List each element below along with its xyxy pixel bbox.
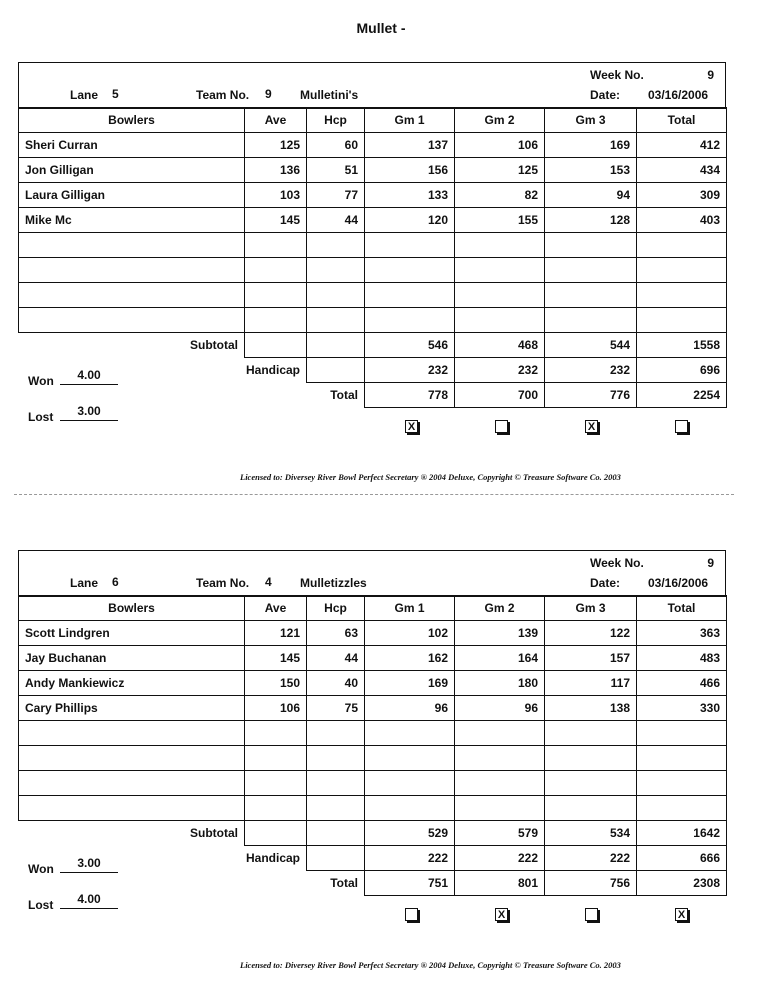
score-cell: 330: [637, 696, 727, 721]
bowler-name: Andy Mankiewicz: [19, 671, 245, 696]
table-header-row: [19, 108, 727, 133]
column-header: Total: [637, 596, 727, 621]
empty-cell: [545, 796, 637, 821]
empty-cell: [365, 796, 455, 821]
subtotal-value: 534: [545, 821, 637, 846]
empty-cell: [245, 821, 307, 846]
empty-cell: [307, 358, 365, 383]
handicap-value: 696: [637, 358, 727, 383]
handicap-value: 232: [455, 358, 545, 383]
empty-cell: [307, 746, 365, 771]
table-row: [19, 621, 727, 646]
column-header: Bowlers: [19, 596, 245, 621]
column-header: Gm 3: [545, 108, 637, 133]
empty-cell: [455, 283, 545, 308]
score-cell: 120: [365, 208, 455, 233]
score-cell: 164: [455, 646, 545, 671]
empty-cell: [19, 233, 245, 258]
score-cell: 136: [245, 158, 307, 183]
score-cell: 309: [637, 183, 727, 208]
score-cell: 94: [545, 183, 637, 208]
handicap-value: 232: [365, 358, 455, 383]
table-row: [19, 258, 727, 283]
empty-cell: [19, 746, 245, 771]
column-header: Bowlers: [19, 108, 245, 133]
subtotal-row: [19, 333, 727, 358]
score-cell: 162: [365, 646, 455, 671]
column-header: Gm 2: [455, 596, 545, 621]
empty-cell: [455, 233, 545, 258]
score-cell: 51: [307, 158, 365, 183]
score-cell: 145: [245, 208, 307, 233]
team-no-label: Team No.: [196, 576, 250, 590]
page-title: Mullet -: [356, 20, 406, 36]
table-row: [19, 308, 727, 333]
license-footer: Licensed to: Diversey River Bowl Perfect Secretary ® 2004 Deluxe, Copyright © Treasure Software Co. 2003: [240, 472, 621, 482]
column-header: Ave: [245, 596, 307, 621]
subtotal-value: 579: [455, 821, 545, 846]
empty-cell: [245, 258, 307, 283]
total-label: Total: [330, 876, 358, 891]
handicap-label: Handicap: [245, 851, 300, 866]
empty-cell: [455, 308, 545, 333]
team-no-value: 4: [265, 575, 272, 589]
score-cell: 103: [245, 183, 307, 208]
total-value: 751: [365, 871, 455, 896]
bowler-name: Cary Phillips: [19, 696, 245, 721]
column-header: Hcp: [307, 596, 365, 621]
score-cell: 77: [307, 183, 365, 208]
lost-field: [28, 404, 128, 428]
subtotal-value: 1642: [637, 821, 727, 846]
empty-cell: [19, 796, 245, 821]
won-field: [28, 368, 128, 392]
team-no-value: 9: [265, 87, 272, 101]
score-sheet: [0, 62, 762, 502]
table-row: [19, 183, 727, 208]
license-footer: Licensed to: Diversey River Bowl Perfect Secretary ® 2004 Deluxe, Copyright © Treasure Software Co. 2003: [240, 960, 621, 970]
empty-cell: [307, 771, 365, 796]
date-label: Date:: [590, 88, 621, 102]
empty-cell: [307, 721, 365, 746]
table-row: [19, 133, 727, 158]
total-value: 756: [545, 871, 637, 896]
empty-cell: [307, 258, 365, 283]
empty-cell: [365, 233, 455, 258]
empty-cell: [307, 821, 365, 846]
empty-cell: [455, 796, 545, 821]
empty-cell: [245, 233, 307, 258]
score-cell: 133: [365, 183, 455, 208]
column-header: Hcp: [307, 108, 365, 133]
bowler-name: Scott Lindgren: [19, 621, 245, 646]
empty-cell: [19, 771, 245, 796]
total-label: Total: [330, 388, 358, 403]
lane-label: Lane: [70, 88, 99, 102]
empty-cell: [637, 796, 727, 821]
score-cell: 96: [455, 696, 545, 721]
score-cell: 128: [545, 208, 637, 233]
table-row: [19, 771, 727, 796]
score-cell: 483: [637, 646, 727, 671]
table-row: [19, 746, 727, 771]
empty-cell: [307, 333, 365, 358]
score-cell: 155: [455, 208, 545, 233]
empty-cell: [365, 258, 455, 283]
empty-cell: [307, 308, 365, 333]
column-header: Gm 1: [365, 596, 455, 621]
empty-cell: [545, 721, 637, 746]
won-value: 3.00: [60, 856, 118, 873]
table-row: [19, 158, 727, 183]
score-cell: 106: [455, 133, 545, 158]
table-row: [19, 721, 727, 746]
empty-cell: [307, 846, 365, 871]
lane-value: 6: [112, 575, 119, 589]
score-cell: 44: [307, 208, 365, 233]
empty-cell: [545, 283, 637, 308]
winner-checkbox[interactable]: [675, 420, 688, 433]
winner-checkbox[interactable]: [405, 908, 418, 921]
empty-cell: [637, 721, 727, 746]
empty-cell: [19, 308, 245, 333]
table-row: [19, 671, 727, 696]
score-cell: 180: [455, 671, 545, 696]
empty-cell: [245, 283, 307, 308]
handicap-value: 222: [545, 846, 637, 871]
table-row: [19, 646, 727, 671]
empty-cell: [245, 771, 307, 796]
handicap-value: 666: [637, 846, 727, 871]
empty-cell: [637, 258, 727, 283]
table-header-row: [19, 596, 727, 621]
week-label: Week No.: [590, 556, 644, 570]
score-cell: 125: [245, 133, 307, 158]
column-header: Total: [637, 108, 727, 133]
empty-cell: [455, 746, 545, 771]
score-cell: 169: [545, 133, 637, 158]
score-cell: 82: [455, 183, 545, 208]
score-cell: 117: [545, 671, 637, 696]
total-value: 2254: [637, 383, 727, 408]
lost-field: [28, 892, 128, 916]
score-table: [18, 107, 727, 408]
total-value: 700: [455, 383, 545, 408]
empty-cell: [637, 283, 727, 308]
empty-cell: [245, 746, 307, 771]
score-cell: 96: [365, 696, 455, 721]
handicap-label: Handicap: [245, 363, 300, 378]
score-cell: 145: [245, 646, 307, 671]
empty-cell: [245, 796, 307, 821]
winner-checkbox[interactable]: X: [675, 908, 688, 921]
score-cell: 121: [245, 621, 307, 646]
won-field: [28, 856, 128, 880]
subtotal-value: 529: [365, 821, 455, 846]
score-cell: 63: [307, 621, 365, 646]
date-value: 03/16/2006: [648, 576, 709, 590]
empty-cell: [365, 746, 455, 771]
score-cell: 137: [365, 133, 455, 158]
lost-label: Lost: [28, 898, 54, 912]
bowler-name: Jay Buchanan: [19, 646, 245, 671]
lane-value: 5: [112, 87, 119, 101]
empty-cell: [19, 283, 245, 308]
handicap-value: 232: [545, 358, 637, 383]
score-cell: 139: [455, 621, 545, 646]
score-cell: 122: [545, 621, 637, 646]
score-table: [18, 595, 727, 896]
table-row: [19, 696, 727, 721]
empty-cell: [365, 771, 455, 796]
subtotal-value: 468: [455, 333, 545, 358]
won-label: Won: [28, 374, 54, 388]
team-no-label: Team No.: [196, 88, 250, 102]
lost-value: 3.00: [60, 404, 118, 421]
total-value: 2308: [637, 871, 727, 896]
empty-cell: [245, 333, 307, 358]
table-row: [19, 796, 727, 821]
week-label: Week No.: [590, 68, 644, 82]
team-name: Mulletizzles: [300, 576, 367, 590]
page-divider: [14, 494, 734, 495]
winner-checkbox[interactable]: [495, 420, 508, 433]
empty-cell: [19, 721, 245, 746]
column-header: Gm 3: [545, 596, 637, 621]
bowler-name: Sheri Curran: [19, 133, 245, 158]
empty-cell: [637, 771, 727, 796]
team-name: Mulletini's: [300, 88, 359, 102]
empty-cell: [637, 233, 727, 258]
total-value: 776: [545, 383, 637, 408]
winner-checkbox[interactable]: X: [405, 420, 418, 433]
score-cell: 40: [307, 671, 365, 696]
table-row: [19, 233, 727, 258]
subtotal-row: [19, 821, 727, 846]
bowler-name: Laura Gilligan: [19, 183, 245, 208]
subtotal-value: 1558: [637, 333, 727, 358]
subtotal-value: 544: [545, 333, 637, 358]
score-cell: 150: [245, 671, 307, 696]
handicap-value: 222: [455, 846, 545, 871]
handicap-value: 222: [365, 846, 455, 871]
empty-cell: [365, 721, 455, 746]
empty-cell: [455, 721, 545, 746]
lost-label: Lost: [28, 410, 54, 424]
empty-cell: [545, 233, 637, 258]
week-value: 9: [707, 556, 714, 570]
score-cell: 403: [637, 208, 727, 233]
bowler-name: Mike Mc: [19, 208, 245, 233]
date-label: Date:: [590, 576, 621, 590]
empty-cell: [545, 746, 637, 771]
empty-cell: [637, 308, 727, 333]
empty-cell: [307, 233, 365, 258]
column-header: Gm 2: [455, 108, 545, 133]
bowler-name: Jon Gilligan: [19, 158, 245, 183]
date-value: 03/16/2006: [648, 88, 709, 102]
score-cell: 75: [307, 696, 365, 721]
empty-cell: [307, 283, 365, 308]
lost-value: 4.00: [60, 892, 118, 909]
week-value: 9: [707, 68, 714, 82]
score-cell: 434: [637, 158, 727, 183]
empty-cell: [455, 771, 545, 796]
score-cell: 363: [637, 621, 727, 646]
total-value: 778: [365, 383, 455, 408]
score-cell: 106: [245, 696, 307, 721]
table-row: [19, 283, 727, 308]
table-row: [19, 208, 727, 233]
won-value: 4.00: [60, 368, 118, 385]
score-cell: 153: [545, 158, 637, 183]
empty-cell: [545, 258, 637, 283]
empty-cell: [545, 308, 637, 333]
score-cell: 44: [307, 646, 365, 671]
empty-cell: [365, 283, 455, 308]
score-cell: 125: [455, 158, 545, 183]
subtotal-label: Subtotal: [190, 338, 238, 353]
column-header: Gm 1: [365, 108, 455, 133]
empty-cell: [545, 771, 637, 796]
subtotal-label: Subtotal: [190, 826, 238, 841]
score-cell: 138: [545, 696, 637, 721]
score-cell: 157: [545, 646, 637, 671]
winner-checkbox[interactable]: X: [495, 908, 508, 921]
score-sheet: [0, 550, 762, 990]
winner-checkbox[interactable]: [585, 908, 598, 921]
empty-cell: [365, 308, 455, 333]
empty-cell: [245, 308, 307, 333]
empty-cell: [307, 796, 365, 821]
score-cell: 60: [307, 133, 365, 158]
score-cell: 156: [365, 158, 455, 183]
score-cell: 102: [365, 621, 455, 646]
empty-cell: [19, 258, 245, 283]
empty-cell: [455, 258, 545, 283]
column-header: Ave: [245, 108, 307, 133]
won-label: Won: [28, 862, 54, 876]
total-value: 801: [455, 871, 545, 896]
score-cell: 169: [365, 671, 455, 696]
empty-cell: [245, 721, 307, 746]
subtotal-value: 546: [365, 333, 455, 358]
score-cell: 466: [637, 671, 727, 696]
winner-checkbox[interactable]: X: [585, 420, 598, 433]
lane-label: Lane: [70, 576, 99, 590]
score-cell: 412: [637, 133, 727, 158]
empty-cell: [637, 746, 727, 771]
